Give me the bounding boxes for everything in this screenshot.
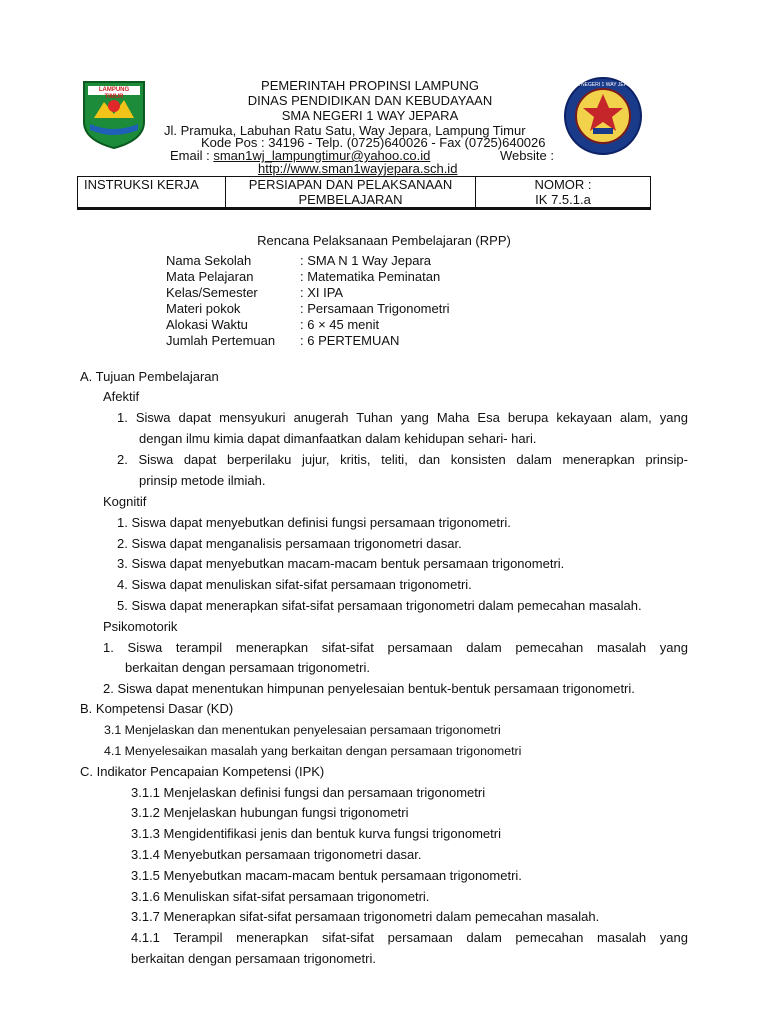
header-line-3: SMA NEGERI 1 WAY JEPARA — [281, 108, 459, 123]
document-info-table — [77, 176, 651, 210]
table-cell-instruksi — [78, 177, 226, 207]
section-a-heading: A. Tujuan Pembelajaran — [80, 369, 219, 384]
section-c-heading: C. Indikator Pencapaian Kompetensi (IPK) — [80, 764, 325, 779]
ipk-item-8: 4.1.1 Terampil menerapkan sifat-sifat persamaan dalam pemecahan masalah yang — [131, 930, 688, 945]
meta-value: : Matematika Peminatan — [300, 269, 441, 284]
header-line-2: DINAS PENDIDIKAN DAN KEBUDAYAAN — [247, 93, 493, 108]
meta-row — [166, 333, 450, 349]
meta-key: Mata Pelajaran — [166, 269, 254, 284]
kd-item-1: 3.1 Menjelaskan dan menentukan penyelesaian persamaan trigonometri — [104, 723, 501, 737]
ipk-item-8-cont: berkaitan dengan persamaan trigonometri. — [131, 951, 376, 966]
meta-key: Kelas/Semester — [166, 285, 258, 300]
psikomotorik-item-1-cont: berkaitan dengan persamaan trigonometri. — [125, 660, 370, 675]
header-address: Jl. Pramuka, Labuhan Ratu Satu, Way Jepara, Lampung Timur — [164, 123, 526, 138]
meta-value: : 6 × 45 menit — [300, 317, 380, 332]
document-title: Rencana Pelaksanaan Pembelajaran (RPP) — [257, 233, 511, 248]
afektif-heading: Afektif — [103, 389, 140, 404]
ipk-item: 3.1.2 Menjelaskan hubungan fungsi trigonometri — [131, 805, 409, 820]
ipk-item: 3.1.7 Menerapkan sifat-sifat persamaan trigonometri dalam pemecahan masalah. — [131, 909, 600, 924]
afektif-item-1: 1. Siswa dapat mensyukuri anugerah Tuhan yang Maha Esa berupa kekayaan alam, yang — [117, 410, 688, 425]
meta-key: Nama Sekolah — [166, 253, 252, 268]
ipk-item: 3.1.6 Menuliskan sifat-sifat persamaan trigonometri. — [131, 889, 430, 904]
table-col2-line2: PEMBELAJARAN — [298, 192, 403, 207]
meta-value: : Persamaan Trigonometri — [300, 301, 450, 316]
meta-key: Materi pokok — [166, 301, 241, 316]
kognitif-item-4: 4. Siswa dapat menuliskan sifat-sifat persamaan trigonometri. — [117, 577, 472, 592]
website-label: Website : — [500, 148, 554, 163]
meta-row — [166, 253, 450, 269]
meta-key: Alokasi Waktu — [166, 317, 248, 332]
psikomotorik-heading: Psikomotorik — [103, 619, 178, 634]
meta-row — [166, 317, 450, 333]
website-link[interactable]: http://www.sman1wayjepara.sch.id — [258, 161, 458, 176]
email-link[interactable]: sman1wj_lampungtimur@yahoo.co.id — [213, 148, 431, 163]
meta-value: : SMA N 1 Way Jepara — [300, 253, 432, 268]
email-label: Email : — [170, 148, 214, 163]
table-col1-text: INSTRUKSI KERJA — [84, 177, 199, 192]
ipk-item: 3.1.4 Menyebutkan persamaan trigonometri dasar. — [131, 847, 422, 862]
psikomotorik-item-2: 2. Siswa dapat menentukan himpunan penyelesaian bentuk-bentuk persamaan trigonometri. — [103, 681, 635, 696]
table-col3-line1: NOMOR : — [534, 177, 592, 192]
table-cell-persiapan — [226, 177, 476, 207]
header-line-1: PEMERINTAH PROPINSI LAMPUNG — [261, 78, 479, 93]
kognitif-heading: Kognitif — [103, 494, 147, 509]
meta-value: : 6 PERTEMUAN — [300, 333, 400, 348]
afektif-item-2-cont: prinsip metode ilmiah. — [139, 473, 266, 488]
header-contact: Kode Pos : 34196 - Telp. (0725)640026 - Fax (0725)640026 — [201, 135, 546, 150]
table-cell-nomor — [476, 177, 650, 207]
meta-row — [166, 285, 450, 301]
meta-row — [166, 301, 450, 317]
lampung-timur-logo — [80, 78, 148, 150]
meta-key: Jumlah Pertemuan — [166, 333, 276, 348]
kognitif-item-5: 5. Siswa dapat menerapkan sifat-sifat persamaan trigonometri dalam pemecahan masalah. — [117, 598, 642, 613]
ipk-item: 3.1.3 Mengidentifikasi jenis dan bentuk kurva fungsi trigonometri — [131, 826, 501, 841]
kognitif-item-3: 3. Siswa dapat menyebutkan macam-macam bentuk persamaan trigonometri. — [117, 556, 565, 571]
section-b-heading: B. Kompetensi Dasar (KD) — [80, 701, 234, 716]
kd-item-2: 4.1 Menyelesaikan masalah yang berkaitan dengan persamaan trigonometri — [104, 744, 522, 758]
kognitif-item-2: 2. Siswa dapat menganalisis persamaan trigonometri dasar. — [117, 536, 462, 551]
table-col2-line1: PERSIAPAN DAN PELAKSANAAN — [248, 177, 453, 192]
afektif-item-2: 2. Siswa dapat berperilaku jujur, kritis, teliti, dan konsisten dalam menerapkan prinsip- — [117, 452, 688, 467]
meta-value: : XI IPA — [300, 285, 344, 300]
meta-row — [166, 269, 450, 285]
ipk-item: 3.1.5 Menyebutkan macam-macam bentuk persamaan trigonometri. — [131, 868, 522, 883]
psikomotorik-item-1: 1. Siswa terampil menerapkan sifat-sifat persamaan dalam pemecahan masalah yang — [103, 640, 688, 655]
logo-left-text: LAMPUNG TIMUR — [98, 87, 130, 100]
logo-right-text: SMA NEGERI 1 WAY JEPARA — [569, 82, 637, 88]
identity-block — [166, 253, 450, 349]
ipk-item: 3.1.1 Menjelaskan definisi fungsi dan persamaan trigonometri — [131, 785, 486, 800]
kognitif-item-1: 1. Siswa dapat menyebutkan definisi fungsi persamaan trigonometri. — [117, 515, 511, 530]
afektif-item-1-cont: dengan ilmu kimia dapat dimanfaatkan dalam kehidupan sehari- hari. — [139, 431, 537, 446]
table-col3-line2: IK 7.5.1.a — [535, 192, 591, 207]
